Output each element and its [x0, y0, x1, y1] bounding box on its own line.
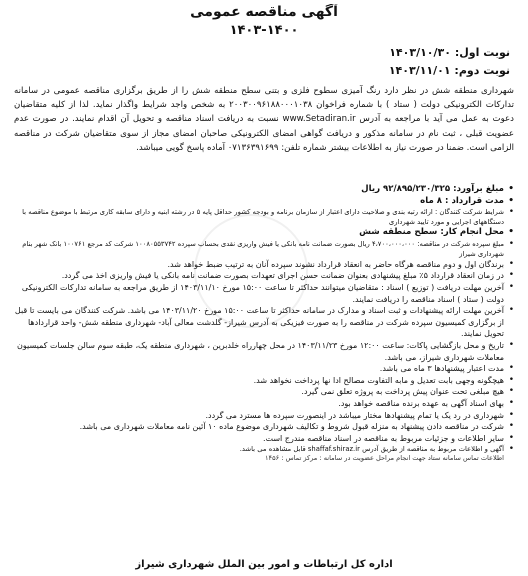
notice-first — [389, 46, 510, 59]
condition-item: • آخرین مهلت دریافت ( توزیع ) اسناد : متقاضیان میتوانند حداکثر تا ساعت ۱۵:۰۰ مورخ ۱۴۰۳/۱۱/۱۰ از طریق مراجعه به سامانه تدارکات الکترونیکی دولت ( ستاد ) اسناد مناقصه را دریافت نمایند. — [14, 282, 514, 305]
condition-item: • شرایط شرکت کنندگان : ارائه رتبه بندی و صلاحیت دارای اعتبار از سازمان برنامه و بودجه کشور حداقل پایه ۵ در رشته ابنیه و دارای سابقه کاری مرتبط با موضوع مناقصه با دستگاههای اجرایی و مورد تایید شهرداری — [14, 207, 514, 227]
notice-second — [389, 64, 510, 77]
notice-second-date: ۱۴۰۳/۱۱/۰۱ — [388, 64, 451, 77]
fine-print: اطلاعات تماس سامانه ستاد جهت انجام مراحل عضویت در سامانه : مرکز تماس : ۱۴۵۶ — [265, 454, 504, 463]
condition-item: • هیچگونه وجهی بابت تعدیل و مابه التفاوت مصالح ادا نها پرداخت نخواهد شد. — [14, 375, 514, 387]
condition-item: • سایر اطلاعات و جزئیات مربوط به مناقصه در اسناد مناقصه مندرج است. — [14, 433, 514, 445]
condition-item: • آخرین مهلت ارائه پیشنهادات و ثبت اسناد و مدارک در سامانه حداکثر تا ساعت ۱۵:۰۰ مورخ ۱۴۰۳/۱۱/۲۰ می باشد. شرکت کنندگان می بایست تا قبل از برگزاری کمیسیون سپرده شرکت در مناقصه را به صورت فیزیکی به آدرس شیراز- گلدشت معالی آباد- شهرداری منطقه شش- واحد قراردادها تحویل نمایند. — [14, 305, 514, 340]
condition-item: • برندگان اول و دوم مناقصه هرگاه حاضر به انعقاد قرارداد نشوند سپرده آنان به ترتیب ضبط خواهد شد. — [14, 259, 514, 271]
condition-item: • بهای اسناد آگهی به عهده برنده مناقصه خواهد بود. — [14, 398, 514, 410]
condition-item: • مبلغ برآورد: ۹۲/۸۹۵/۲۳۰/۳۲۵ ریال — [14, 184, 514, 196]
notice-title: آگهی مناقصه عمومی — [190, 4, 338, 20]
condition-item: • شهرداری در رد یک یا تمام پیشنهادها مختار میباشد در اینصورت سپرده ها مسترد می گردد. — [14, 410, 514, 422]
conditions-list — [14, 184, 514, 464]
condition-item: • شرکت در مناقصه دادن پیشنهاد به منزله قبول شروط و تکالیف شهرداری موضوع ماده ۱۰ آئین نامه معاملات شهرداری می باشد. — [14, 421, 514, 433]
condition-item: • محل انجام کار: سطح منطقه شش — [14, 227, 514, 239]
notice-second-label: نوبت دوم: — [454, 64, 510, 77]
tender-notice — [14, 4, 514, 572]
notice-subtitle: ۱۴۰۳-۱۴۰۰ — [229, 23, 299, 38]
condition-item: • مدت قرارداد : ۸ ماه — [14, 196, 514, 208]
condition-item: • در زمان انعقاد قرارداد ۵٪ مبلغ پیشنهادی بعنوان ضمانت حسن اجرای تعهدات بصورت ضمانت نامه بانکی یا فیش واریزی اخذ می گردد. — [14, 270, 514, 282]
notice-first-label: نوبت اول: — [454, 46, 510, 59]
notice-first-date: ۱۴۰۳/۱۰/۳۰ — [389, 46, 451, 59]
intro-paragraph: شهرداری منطقه شش در نظر دارد رنگ آمیزی سطوح فلزی و بتنی سطح منطقه شش را از طریق برگزاری مناقصه عمومی در سامانه تدارکات الکترونیکی دولت ( ستاد ) با شماره فراخوان ۲۰۰۳۰۰۹۶۱۸۸۰۰۰۱۰۳۸ به شخص واجد شرایط واگذار نماید. لذا از کلیه متقاضیان دعوت به عمل می آید با مراجعه به آدرس www.Setadiran.ir نسبت به دریافت اسناد مناقصه و تحویل آن اقدام نمایند. در صورت عدم عضویت قبلی ، ثبت نام در سامانه مذکور و دریافت گواهی امضای الکترونیکی صاحبان امضای مجاز از سوی متقاضیان شرکت در مناقصه الزامی است. ضمنا در صورت نیاز به اطلاعات بیشتر شماره تلفن: ۰۷۱۳۶۳۹۱۶۹۹ آماده پاسخ گویی میباشد. — [14, 86, 514, 153]
issuer-footer: اداره کل ارتباطات و امور بین الملل شهرداری شیراز — [135, 559, 393, 570]
condition-item: • تاریخ و محل بازگشایی پاکات: ساعت ۱۲:۰۰ مورخ ۱۴۰۳/۱۱/۲۳ در محل چهارراه خلدبرین ، شهرداری منطقه یک، طبقه سوم سالن جلسات کمیسیون معاملات شهرداری شیراز، می باشد. — [14, 340, 514, 363]
condition-item: • مدت اعتبار پیشنهادها ۳ ماه می باشد. — [14, 363, 514, 375]
condition-item: • مبلغ سپرده شرکت در مناقصه: ۴،۷۰۰،۰۰۰،۰۰۰ ریال بصورت ضمانت نامه بانکی یا فیش واریزی نقدی بحساب سپرده ۱۰۰۸۰۵۵۳۷۴۲ شرکت کد مرجع ۱۰۰۷۶۱ بانک شهر بنام شهرداری شیراز — [14, 239, 514, 259]
condition-item: • آگهی و اطلاعات مربوط به مناقصه از طریق آدرس shaffaf.shiraz.ir قابل مشاهده می باشد. — [14, 444, 514, 454]
condition-item: • هیچ مبلغی تحت عنوان پیش پرداخت به پروژه تعلق نمی گیرد. — [14, 386, 514, 398]
